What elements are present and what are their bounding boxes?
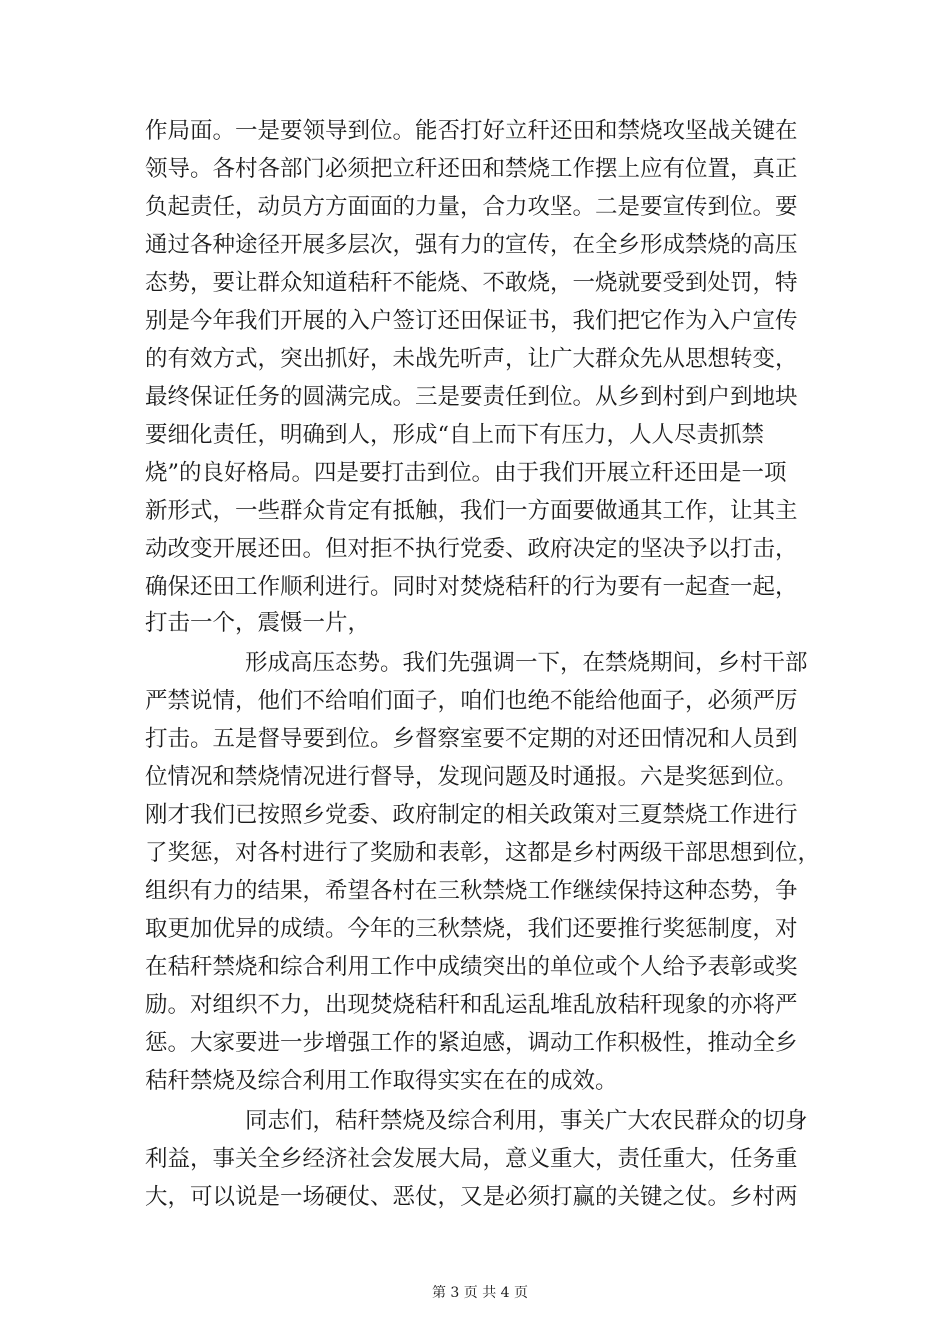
text-line: 秸秆禁烧及综合利用工作取得实实在在的成效。 bbox=[145, 1068, 618, 1094]
text-line: 作局面。一是要领导到位。能否打好立秆还田和禁烧攻坚战关键在 bbox=[145, 118, 798, 144]
text-line: 励。对组织不力，出现焚烧秸秆和乱运乱堆乱放秸秆现象的亦将严 bbox=[145, 992, 798, 1018]
text-line: 要细化责任，明确到人，形成“自上而下有压力，人人尽责抓禁 bbox=[145, 422, 765, 448]
text-line: 取更加优异的成绩。今年的三秋禁烧，我们还要推行奖惩制度，对 bbox=[145, 916, 798, 942]
text-line: 同志们，秸秆禁烧及综合利用，事关广大农民群众的切身 bbox=[245, 1108, 808, 1134]
text-line: 确保还田工作顺利进行。同时对焚烧秸秆的行为要有一起查一起， bbox=[145, 574, 798, 600]
text-line: 位情况和禁烧情况进行督导，发现问题及时通报。六是奖惩到位。 bbox=[145, 764, 798, 790]
text-line: 在秸秆禁烧和综合利用工作中成绩突出的单位或个人给予表彰或奖 bbox=[145, 954, 798, 980]
text-line: 组织有力的结果，希望各村在三秋禁烧工作继续保持这种态势，争 bbox=[145, 878, 798, 904]
text-line: 烧”的良好格局。四是要打击到位。由于我们开展立秆还田是一项 bbox=[145, 460, 787, 486]
text-line: 负起责任，动员方方面面的力量，合力攻坚。二是要宣传到位。要 bbox=[145, 194, 798, 220]
text-line: 动改变开展还田。但对拒不执行党委、政府决定的坚决予以打击， bbox=[145, 536, 798, 562]
text-line: 形成高压态势。我们先强调一下，在禁烧期间，乡村干部 bbox=[245, 650, 808, 676]
text-line: 严禁说情，他们不给咱们面子，咱们也绝不能给他面子，必须严厉 bbox=[145, 688, 798, 714]
text-line: 的有效方式，突出抓好，未战先听声，让广大群众先从思想转变， bbox=[145, 346, 798, 372]
text-line: 最终保证任务的圆满完成。三是要责任到位。从乡到村到户到地块 bbox=[145, 384, 798, 410]
text-line: 刚才我们已按照乡党委、政府制定的相关政策对三夏禁烧工作进行 bbox=[145, 802, 798, 828]
text-line: 利益，事关全乡经济社会发展大局，意义重大，责任重大，任务重 bbox=[145, 1146, 798, 1172]
page-number: 第 3 页 共 4 页 bbox=[431, 1285, 529, 1301]
text-line: 大，可以说是一场硬仗、恶仗，又是必须打赢的关键之仗。乡村两 bbox=[145, 1184, 798, 1210]
text-line: 打击。五是督导要到位。乡督察室要不定期的对还田情况和人员到 bbox=[145, 726, 798, 752]
text-line: 通过各种途径开展多层次，强有力的宣传，在全乡形成禁烧的高压 bbox=[145, 232, 798, 258]
text-line: 新形式，一些群众肯定有抵触，我们一方面要做通其工作，让其主 bbox=[145, 498, 798, 524]
text-line: 别是今年我们开展的入户签订还田保证书，我们把它作为入户宣传 bbox=[145, 308, 798, 334]
text-line: 领导。各村各部门必须把立秆还田和禁烧工作摆上应有位置，真正 bbox=[145, 156, 798, 182]
text-line: 态势，要让群众知道秸秆不能烧、不敢烧，一烧就要受到处罚，特 bbox=[145, 270, 798, 296]
text-line: 了奖惩，对各村进行了奖励和表彰，这都是乡村两级干部思想到位， bbox=[145, 840, 821, 866]
text-line: 惩。大家要进一步增强工作的紧迫感，调动工作积极性，推动全乡 bbox=[145, 1030, 798, 1056]
text-line: 打击一个，震慑一片， bbox=[145, 610, 371, 636]
